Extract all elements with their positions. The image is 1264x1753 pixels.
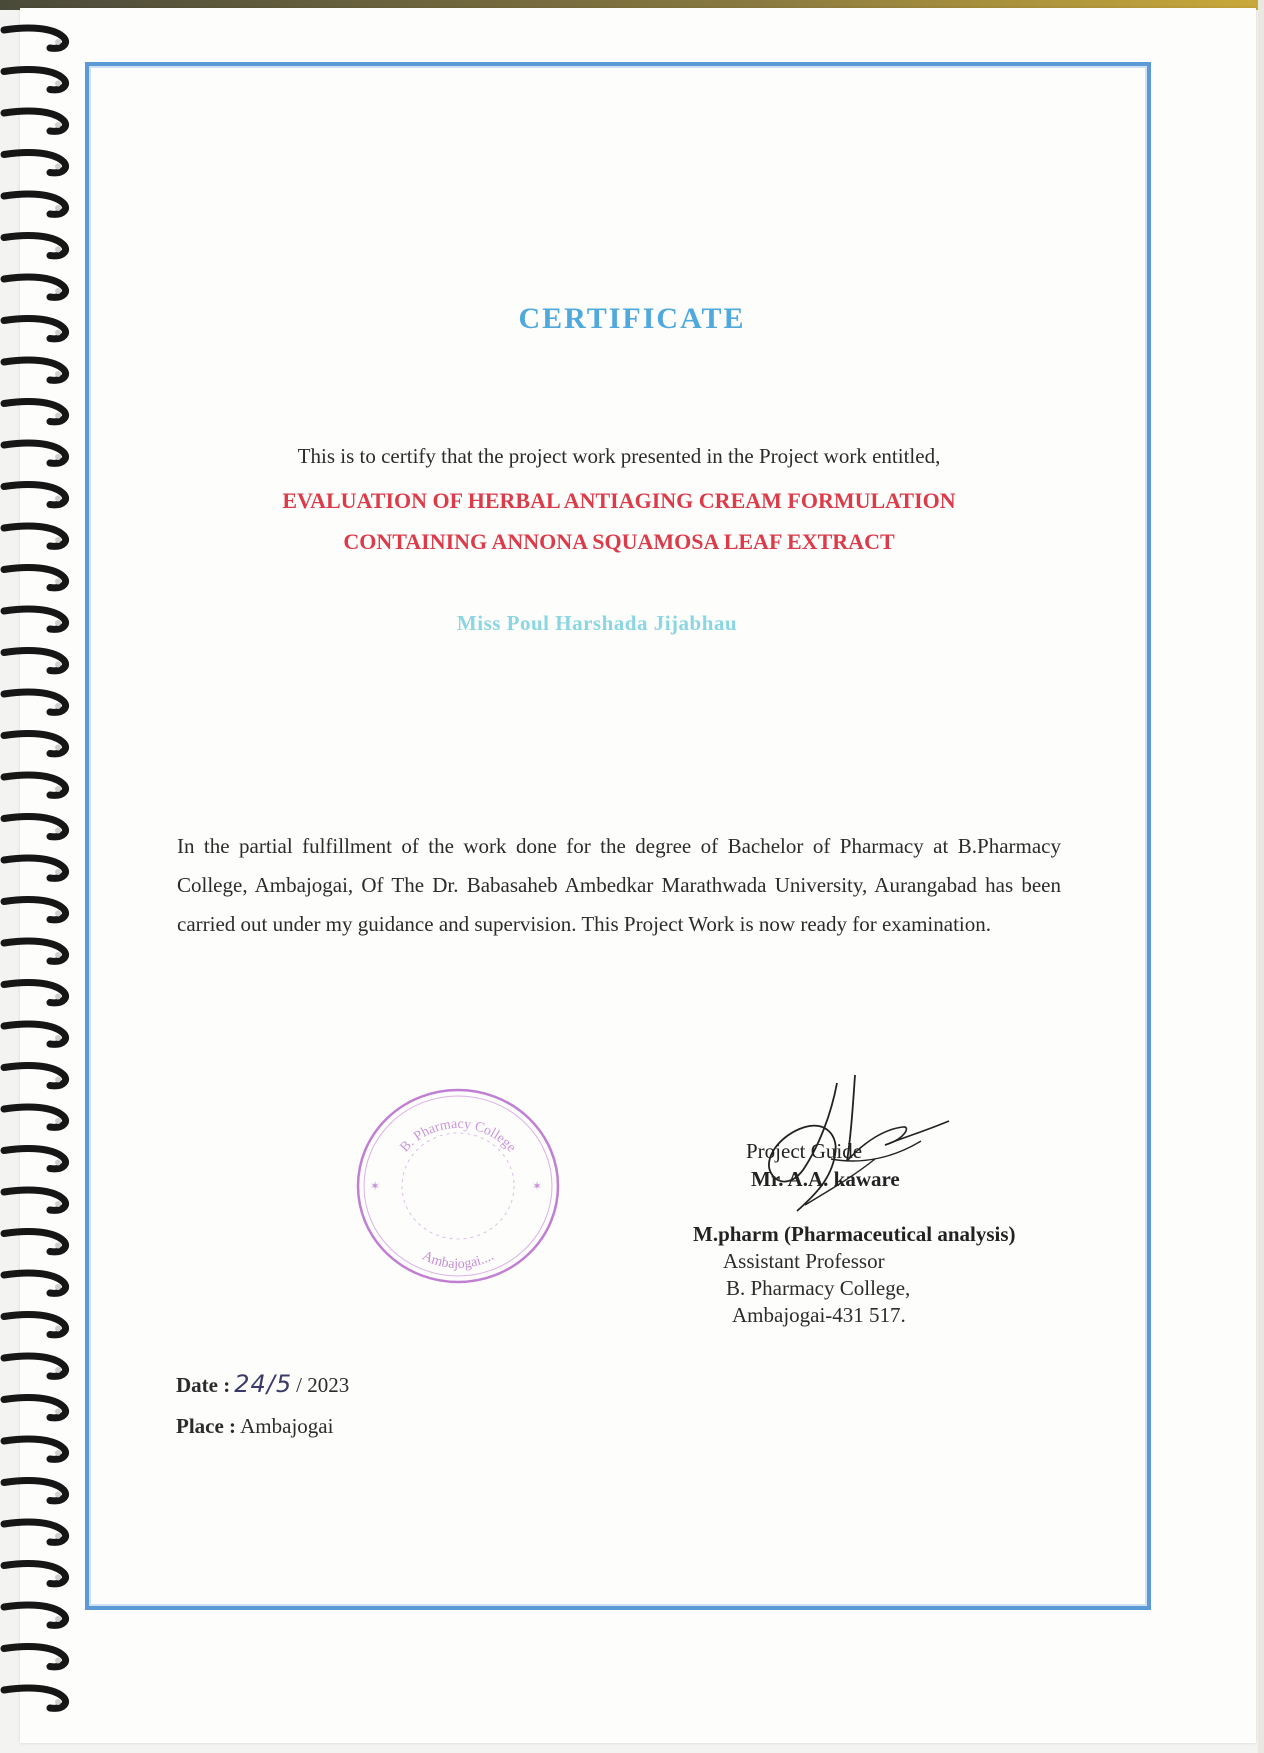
spiral-coil	[4, 775, 66, 795]
spiral-coil	[4, 1647, 66, 1667]
spiral-coil	[4, 568, 66, 588]
guide-name: Mr. A.A. kaware	[751, 1167, 900, 1191]
spiral-coil	[4, 28, 66, 48]
spiral-coil	[4, 1190, 66, 1210]
student-name: Miss Poul Harshada Jijabhau	[456, 611, 738, 635]
spiral-coil	[4, 277, 66, 297]
svg-text:✶: ✶	[370, 1179, 381, 1193]
guide-address: Ambajogai-431 517.	[732, 1303, 906, 1327]
spiral-coil	[4, 1688, 66, 1708]
spiral-coil	[4, 692, 66, 712]
date-year: / 2023	[296, 1373, 350, 1397]
place-label: Place :	[176, 1414, 237, 1438]
spiral-coil	[4, 1605, 66, 1625]
guide-college: B. Pharmacy College,	[726, 1276, 911, 1300]
spiral-coil	[4, 1149, 66, 1169]
spiral-coil	[4, 1273, 66, 1293]
spiral-coil	[4, 941, 66, 961]
guide-role-label: Project Guide	[746, 1139, 863, 1163]
spiral-coil	[4, 858, 66, 878]
spiral-coil	[4, 402, 66, 422]
spiral-coil	[4, 983, 66, 1003]
date-label: Date :	[176, 1373, 231, 1397]
spiral-coil	[4, 651, 66, 671]
project-title-line-2: CONTAINING ANNONA SQUAMOSA LEAF EXTRACT	[343, 529, 895, 554]
svg-text:✶: ✶	[532, 1179, 543, 1193]
spiral-coil	[4, 153, 66, 173]
spiral-coil	[4, 1522, 66, 1542]
certificate-body-paragraph: In the partial fulfillment of the work done for the degree of Bachelor of Pharmacy at B.Pharmacy College, Ambajogai, Of The Dr. Babasaheb Ambedkar Marathwada University, Aurangabad has been carried out under my guidance and supervision. This Project Work is now ready for examination.	[177, 834, 1061, 936]
stamp-text-bottom: Ambajogai....	[419, 1248, 497, 1273]
spiral-coil	[4, 1232, 66, 1252]
spiral-coil	[4, 1107, 66, 1127]
spiral-coil	[4, 1481, 66, 1501]
spiral-coil	[4, 1564, 66, 1584]
spiral-coil	[4, 734, 66, 754]
certificate-title: CERTIFICATE	[518, 302, 746, 335]
spiral-coil	[4, 1315, 66, 1335]
guide-designation: Assistant Professor	[723, 1249, 885, 1273]
spiral-coil	[4, 817, 66, 837]
spiral-coil	[4, 236, 66, 256]
spiral-binding	[0, 22, 80, 1722]
project-title-line-1: EVALUATION OF HERBAL ANTIAGING CREAM FORMULATION	[282, 488, 956, 513]
spiral-coil	[4, 1398, 66, 1418]
spiral-coil	[4, 111, 66, 131]
guide-qualification: M.pharm (Pharmaceutical analysis)	[693, 1222, 1016, 1246]
spiral-coil	[4, 1439, 66, 1459]
spiral-coil	[4, 70, 66, 90]
spiral-coil	[4, 1066, 66, 1086]
certify-intro-text: This is to certify that the project work presented in the Project work entitled,	[297, 444, 941, 468]
college-seal-stamp	[350, 1084, 566, 1288]
stamp-text-top: B. Pharmacy College	[397, 1116, 519, 1156]
date-handwritten-value: 24/5	[234, 1370, 293, 1398]
place-line	[176, 1414, 333, 1439]
spiral-coil	[4, 1024, 66, 1044]
spiral-coil	[4, 194, 66, 214]
spiral-coil	[4, 900, 66, 920]
spiral-coil	[4, 1356, 66, 1376]
spiral-coil	[4, 360, 66, 380]
right-page-edge	[1258, 0, 1264, 1753]
date-line	[176, 1370, 349, 1398]
place-value: Ambajogai	[240, 1414, 334, 1438]
